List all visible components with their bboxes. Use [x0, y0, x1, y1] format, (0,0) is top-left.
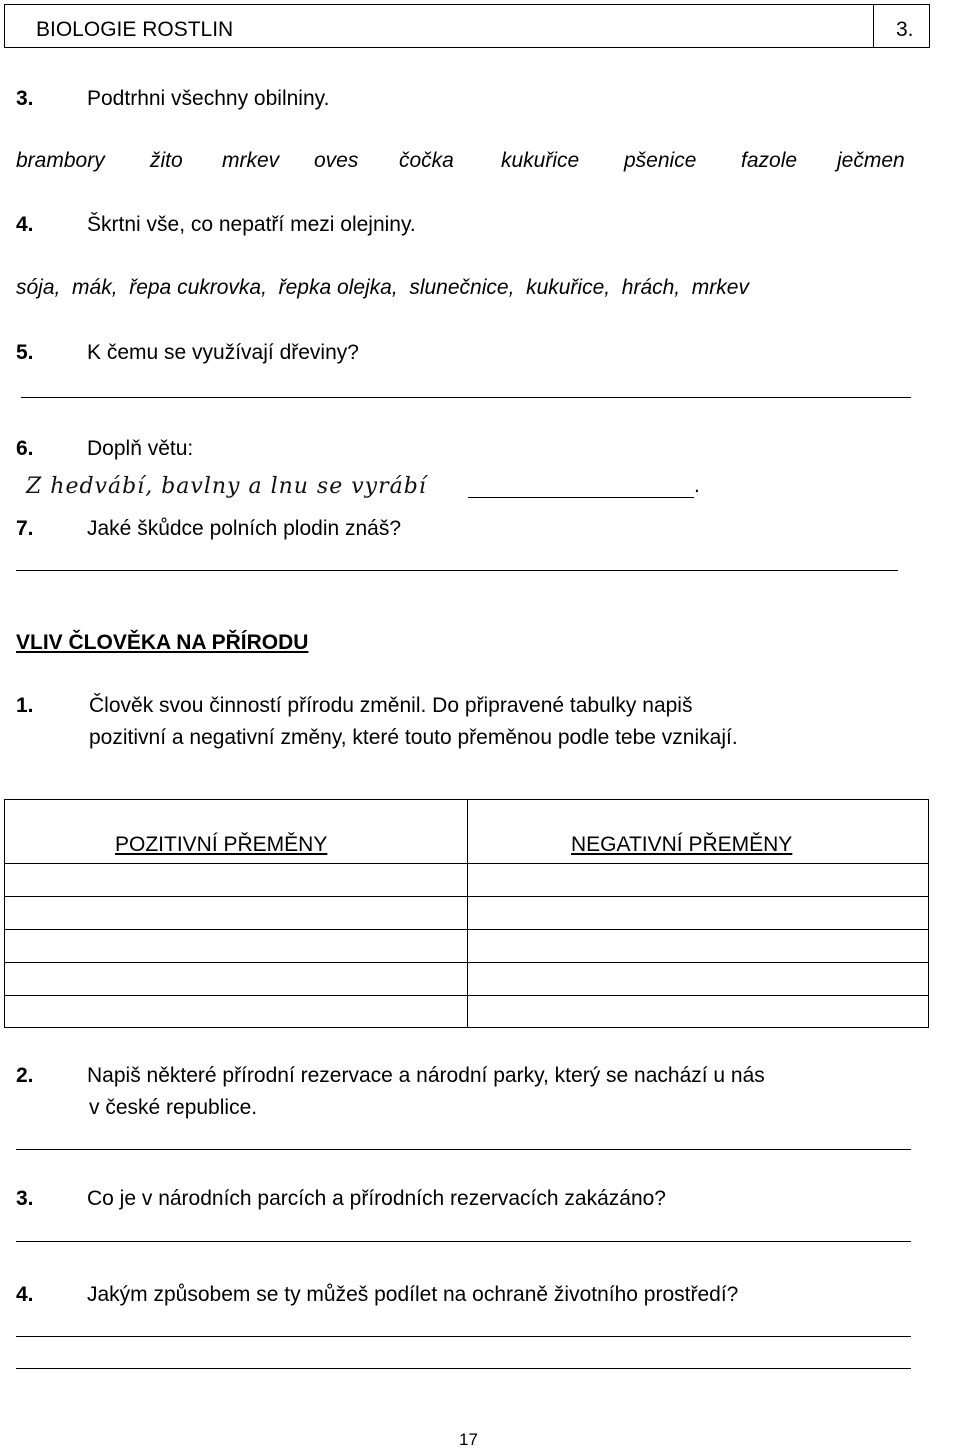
q3-word[interactable]: kukuřice: [501, 149, 580, 172]
q6-answer-line[interactable]: [468, 497, 694, 498]
q5-answer-line[interactable]: [21, 397, 911, 398]
q3-text: Podtrhni všechny obilniny.: [87, 87, 330, 110]
q3-word[interactable]: žito: [150, 149, 183, 172]
table-row[interactable]: [5, 929, 928, 930]
s4-number: 4.: [16, 1283, 34, 1306]
q6-handwritten-text: Z hedvábí, bavlny a lnu se vyrábí: [26, 474, 427, 499]
page-number: 17: [459, 1430, 478, 1449]
s4-answer-line-1[interactable]: [16, 1336, 911, 1337]
q4-text: Škrtni vše, co nepatří mezi olejniny.: [87, 213, 416, 236]
q7-text: Jaké škůdce polních plodin znáš?: [87, 517, 402, 540]
table-row[interactable]: [5, 863, 928, 864]
q3-number: 3.: [16, 87, 34, 110]
q3-word[interactable]: brambory: [16, 149, 105, 172]
q5-number: 5.: [16, 341, 34, 364]
table-column-divider: [467, 800, 468, 1027]
s3-number: 3.: [16, 1187, 34, 1210]
q3-word[interactable]: oves: [314, 149, 359, 172]
s1-number: 1.: [16, 694, 34, 717]
s3-text: Co je v národních parcích a přírodních rezervacích zakázáno?: [87, 1187, 666, 1210]
q3-word[interactable]: fazole: [741, 149, 798, 172]
table-row[interactable]: [5, 896, 928, 897]
q4-list[interactable]: sója, mák, řepa cukrovka, řepka olejka, slunečnice, kukuřice, hrách, mrkev: [16, 276, 749, 299]
s2-text-line1: Napiš některé přírodní rezervace a národní parky, který se nachází u nás: [87, 1064, 765, 1087]
s2-text-line2: v české republice.: [89, 1096, 258, 1119]
q6-text: Doplň větu:: [87, 437, 194, 460]
q4-number: 4.: [16, 213, 34, 236]
s1-text-line1: Člověk svou činností přírodu změnil. Do připravené tabulky napiš: [89, 694, 693, 717]
q5-text: K čemu se využívají dřeviny?: [87, 341, 359, 364]
q3-word[interactable]: pšenice: [624, 149, 697, 172]
s3-answer-line[interactable]: [16, 1241, 911, 1242]
table-header-positive: POZITIVNÍ PŘEMĚNY: [115, 833, 328, 856]
q7-answer-line[interactable]: [16, 570, 898, 571]
header-number: 3.: [896, 18, 914, 41]
changes-table: [4, 799, 929, 1028]
q3-word[interactable]: čočka: [399, 149, 454, 172]
s4-answer-line-2[interactable]: [16, 1368, 911, 1369]
q6-number: 6.: [16, 437, 34, 460]
header-title: BIOLOGIE ROSTLIN: [36, 18, 234, 41]
section-title: VLIV ČLOVĚKA NA PŘÍRODU: [16, 631, 309, 654]
s2-answer-line[interactable]: [16, 1149, 911, 1150]
table-header-negative: NEGATIVNÍ PŘEMĚNY: [571, 833, 793, 856]
q3-word[interactable]: mrkev: [222, 149, 280, 172]
q7-number: 7.: [16, 517, 34, 540]
s2-number: 2.: [16, 1064, 34, 1087]
q3-word[interactable]: ječmen: [837, 149, 905, 172]
table-row[interactable]: [5, 962, 928, 963]
table-row[interactable]: [5, 995, 928, 996]
s1-text-line2: pozitivní a negativní změny, které touto přeměnou podle tebe vznikají.: [89, 726, 738, 749]
q6-period: .: [694, 474, 700, 497]
s4-text: Jakým způsobem se ty můžeš podílet na ochraně životního prostředí?: [87, 1283, 739, 1306]
header-divider: [873, 5, 874, 47]
